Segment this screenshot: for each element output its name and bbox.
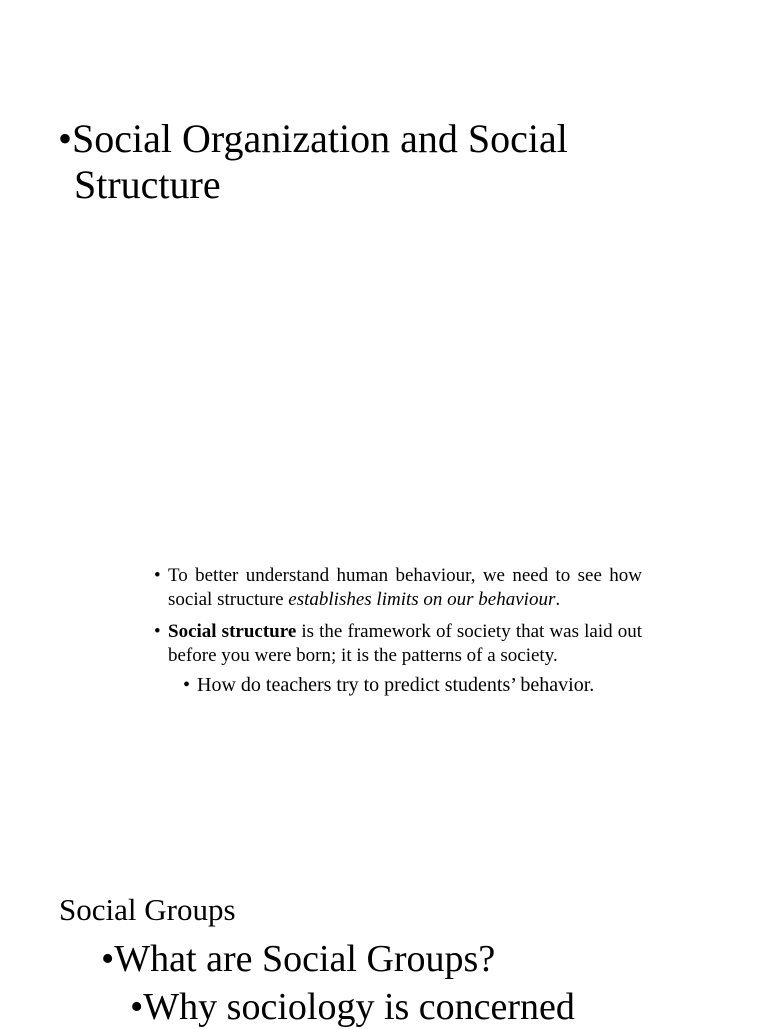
bullet-term: Social structure [168,621,297,642]
sub-bullet-teachers: • How do teachers try to predict students’ behavior. [183,672,642,698]
question-bullet-2: •Why sociology is concerned [130,986,575,1028]
bullet-definition: is the framework of society that was laid out before you were born; it is the patterns of a society. [168,621,642,666]
bullet-list [154,564,642,706]
bullet-text-start: To better understand human behaviour, we need to see how social structure [168,565,642,610]
bullet-text-italic: establishes limits on our behaviour [288,589,556,610]
section-heading: Social Groups [59,892,236,927]
question-bullet-1: •What are Social Groups? [101,938,496,980]
slide-title: •Social Organization and Social Structure [58,116,568,207]
bullet-text-end: . [555,589,561,610]
bullet-social-structure [154,620,642,668]
bullet-human-behaviour [154,564,642,612]
